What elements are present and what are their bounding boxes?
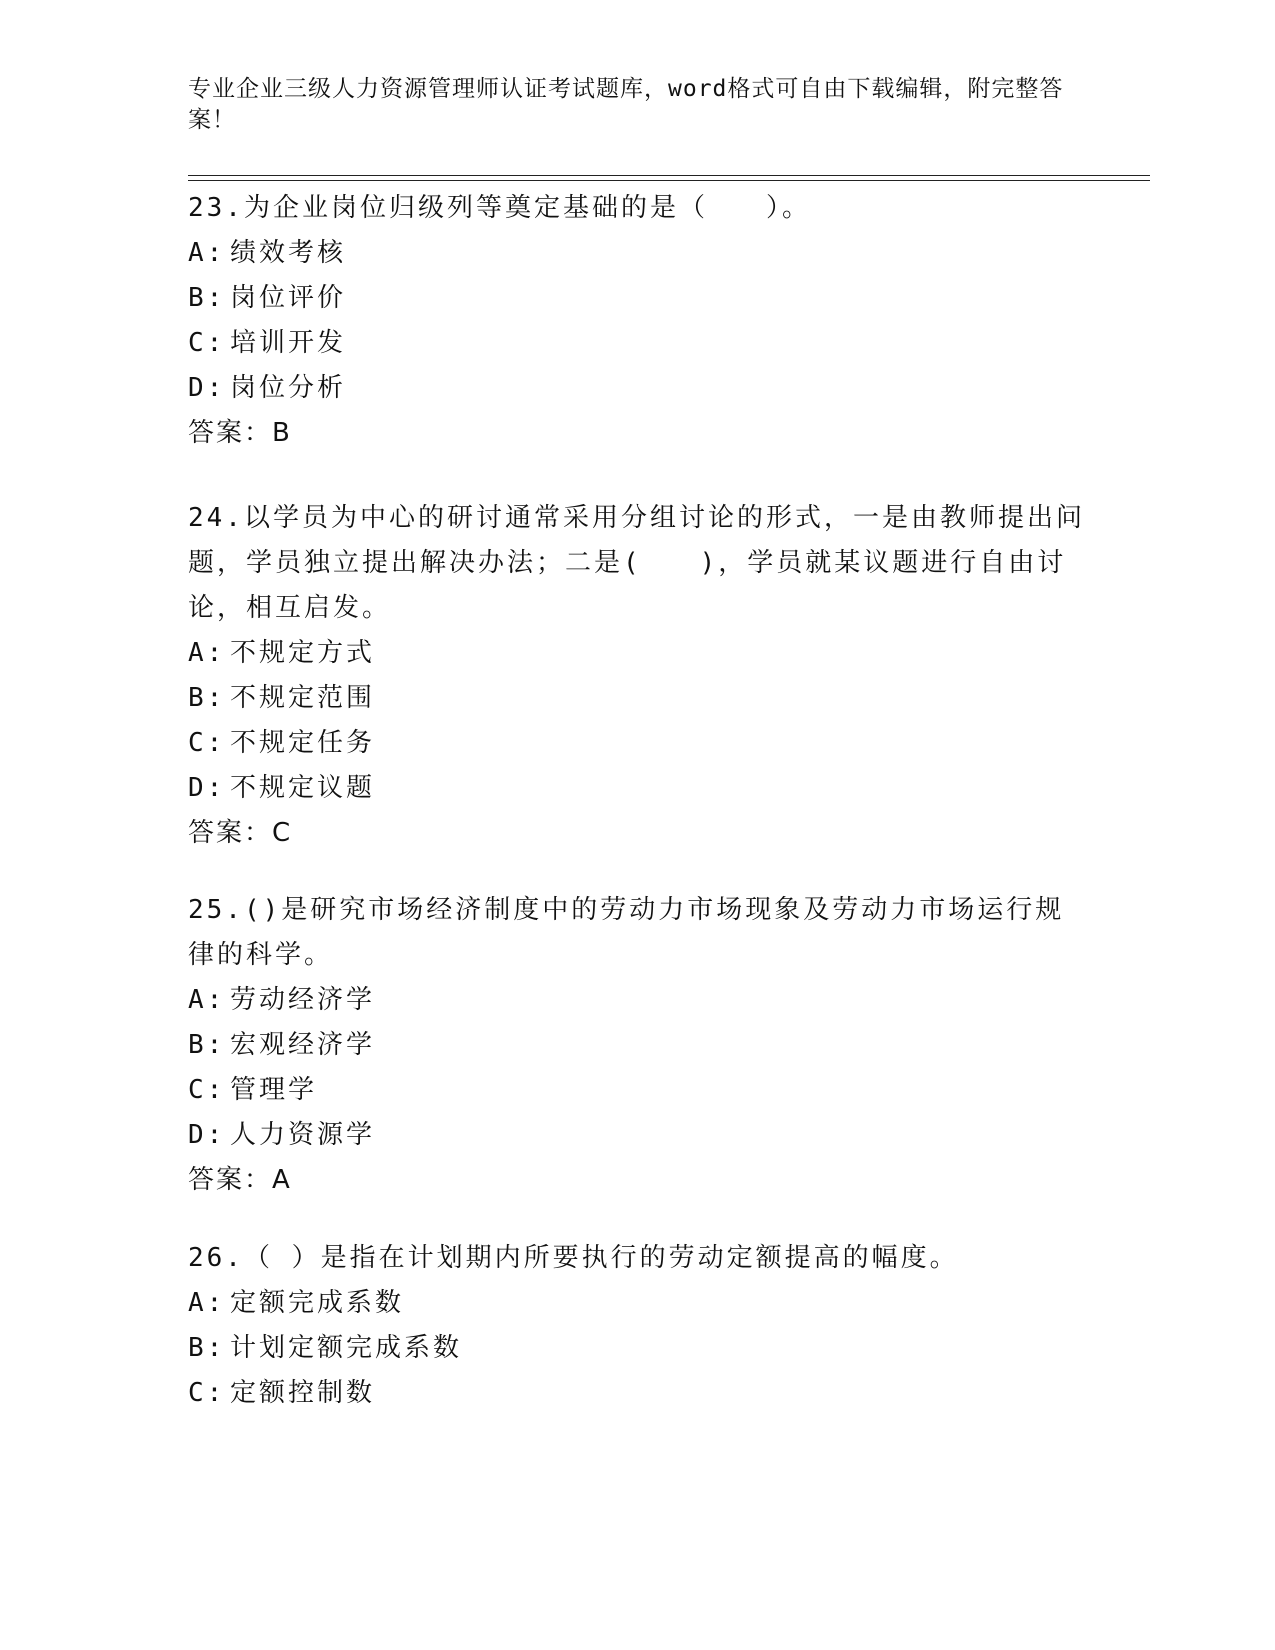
- option-b: [188, 1326, 1088, 1371]
- question-23: [188, 186, 1088, 456]
- option-b: [188, 1023, 1088, 1068]
- option-c: [188, 1068, 1088, 1113]
- option-label: B:: [188, 1030, 226, 1060]
- question-stem: 23.为企业岗位归级列等奠定基础的是（ ）。: [188, 193, 811, 223]
- option-d: [188, 366, 1088, 411]
- option-label: A:: [188, 238, 226, 268]
- option-text: 计划定额完成系数: [230, 1333, 463, 1363]
- option-text: 定额控制数: [230, 1378, 376, 1408]
- option-a: [188, 631, 1088, 676]
- question-25: [188, 888, 1088, 1203]
- option-text: 绩效考核: [230, 238, 347, 268]
- option-d: [188, 766, 1088, 811]
- header-divider-bottom: [188, 180, 1150, 181]
- option-a: [188, 1281, 1088, 1326]
- option-text: 培训开发: [230, 328, 347, 358]
- option-label: C:: [188, 1075, 226, 1105]
- option-label: A:: [188, 1288, 226, 1318]
- option-label: D:: [188, 1120, 226, 1150]
- option-b: [188, 276, 1088, 321]
- option-label: B:: [188, 1333, 226, 1363]
- question-stem: 25.()是研究市场经济制度中的劳动力市场现象及劳动力市场运行规律的科学。: [188, 895, 1065, 970]
- option-c: [188, 1371, 1088, 1416]
- option-c: [188, 721, 1088, 766]
- answer-line: 答案：A: [188, 1165, 292, 1195]
- option-d: [188, 1113, 1088, 1158]
- option-c: [188, 321, 1088, 366]
- option-a: [188, 231, 1088, 276]
- option-text: 不规定方式: [230, 638, 376, 668]
- option-text: 宏观经济学: [230, 1030, 376, 1060]
- option-text: 不规定议题: [230, 773, 376, 803]
- option-label: A:: [188, 985, 226, 1015]
- option-text: 定额完成系数: [230, 1288, 405, 1318]
- answer-line: 答案：B: [188, 418, 292, 448]
- option-text: 不规定范围: [230, 683, 376, 713]
- option-label: C:: [188, 328, 226, 358]
- option-text: 不规定任务: [230, 728, 376, 758]
- option-label: A:: [188, 638, 226, 668]
- option-text: 人力资源学: [230, 1120, 376, 1150]
- question-stem: 26.（ ）是指在计划期内所要执行的劳动定额提高的幅度。: [188, 1243, 959, 1273]
- option-text: 劳动经济学: [230, 985, 376, 1015]
- option-label: D:: [188, 773, 226, 803]
- page-header: 专业企业三级人力资源管理师认证考试题库，word格式可自由下载编辑，附完整答案！: [188, 76, 1064, 133]
- header-divider-top: [188, 175, 1150, 176]
- option-b: [188, 676, 1088, 721]
- option-label: C:: [188, 728, 226, 758]
- option-label: B:: [188, 283, 226, 313]
- question-24: [188, 496, 1088, 856]
- question-26: [188, 1236, 1088, 1416]
- option-text: 岗位评价: [230, 283, 347, 313]
- option-text: 岗位分析: [230, 373, 347, 403]
- option-text: 管理学: [230, 1075, 318, 1105]
- answer-line: 答案：C: [188, 818, 293, 848]
- question-stem: 24.以学员为中心的研讨通常采用分组讨论的形式，一是由教师提出问题，学员独立提出解决办法；二是( )，学员就某议题进行自由讨论，相互启发。: [188, 503, 1085, 623]
- option-label: C:: [188, 1378, 226, 1408]
- option-label: D:: [188, 373, 226, 403]
- option-a: [188, 978, 1088, 1023]
- option-label: B:: [188, 683, 226, 713]
